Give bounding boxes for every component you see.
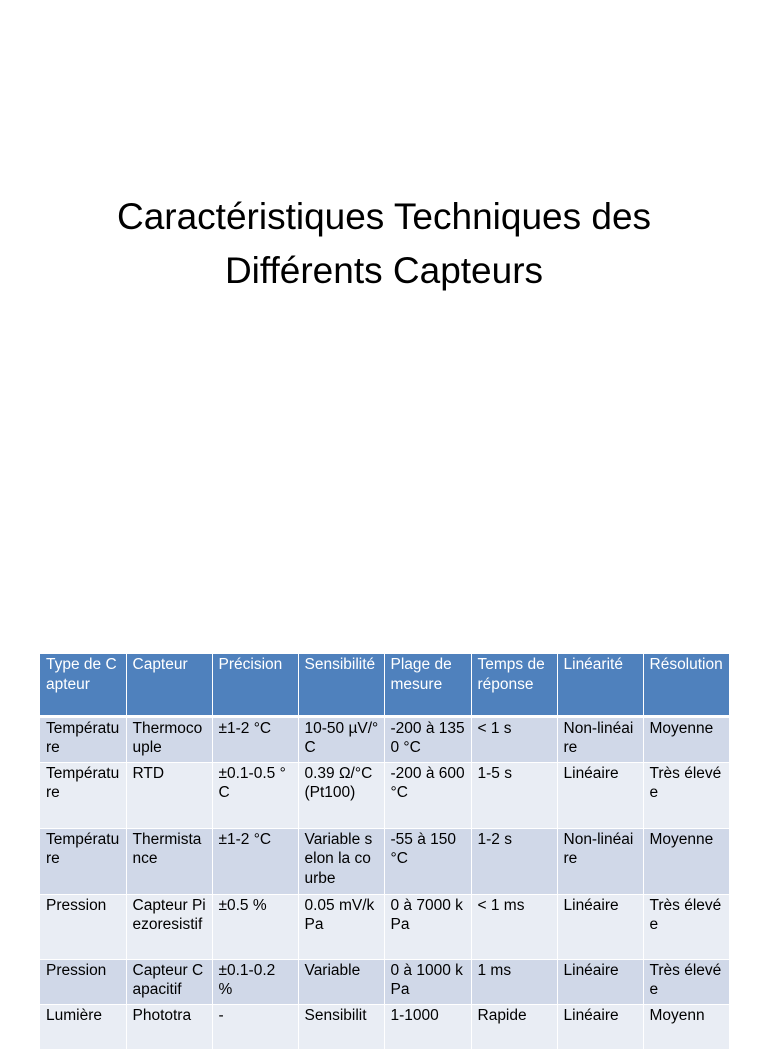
table-cell: Non-linéaire bbox=[557, 828, 643, 894]
table-cell: Pression bbox=[40, 959, 126, 1004]
table-cell: Température bbox=[40, 828, 126, 894]
table-cell: -55 à 150 °C bbox=[384, 828, 471, 894]
table-cell: 1-1000 bbox=[384, 1004, 471, 1049]
table-cell: 0 à 7000 kPa bbox=[384, 894, 471, 959]
table-cell: 0.39 Ω/°C (Pt100) bbox=[298, 762, 384, 828]
table-cell: Température bbox=[40, 716, 126, 762]
table-cell: 1-2 s bbox=[471, 828, 557, 894]
table-cell: Capteur Piezoresistif bbox=[126, 894, 212, 959]
table-cell: RTD bbox=[126, 762, 212, 828]
table-cell: Linéaire bbox=[557, 1004, 643, 1049]
table-cell: Linéaire bbox=[557, 959, 643, 1004]
table-cell: < 1 ms bbox=[471, 894, 557, 959]
header-cell-range: Plage de mesure bbox=[384, 654, 471, 716]
table-cell: ±1-2 °C bbox=[212, 716, 298, 762]
header-cell-resolution: Résolution bbox=[643, 654, 729, 716]
table-cell: Linéaire bbox=[557, 894, 643, 959]
slide-title-line-1: Caractéristiques Techniques des bbox=[116, 196, 652, 237]
table-cell: 10-50 µV/°C bbox=[298, 716, 384, 762]
table-cell: ±1-2 °C bbox=[212, 828, 298, 894]
table-cell: ±0.1-0.5 °C bbox=[212, 762, 298, 828]
table-row bbox=[40, 1004, 729, 1049]
table-cell: Moyenne bbox=[643, 716, 729, 762]
table-cell: Très élevée bbox=[643, 894, 729, 959]
table-row bbox=[40, 716, 729, 762]
slide-title-line-2: Différents Capteurs bbox=[224, 250, 544, 291]
sensor-characteristics-table bbox=[40, 654, 730, 1050]
table-cell: -200 à 1350 °C bbox=[384, 716, 471, 762]
table-cell: 1 ms bbox=[471, 959, 557, 1004]
header-cell-sensor: Capteur bbox=[126, 654, 212, 716]
table-cell: Pression bbox=[40, 894, 126, 959]
table-row bbox=[40, 762, 729, 828]
table-row bbox=[40, 894, 729, 959]
table-cell: Lumière bbox=[40, 1004, 126, 1049]
table-cell: Non-linéaire bbox=[557, 716, 643, 762]
table-cell: Moyenn bbox=[643, 1004, 729, 1049]
table-cell: Rapide bbox=[471, 1004, 557, 1049]
header-cell-type: Type de Capteur bbox=[40, 654, 126, 716]
table-cell: Très élevée bbox=[643, 762, 729, 828]
table-cell: -200 à 600 °C bbox=[384, 762, 471, 828]
table-cell: < 1 s bbox=[471, 716, 557, 762]
table-cell: Thermistance bbox=[126, 828, 212, 894]
table-cell: 0 à 1000 kPa bbox=[384, 959, 471, 1004]
table-cell: 1-5 s bbox=[471, 762, 557, 828]
table-cell: Très élevée bbox=[643, 959, 729, 1004]
table-cell: - bbox=[212, 1004, 298, 1049]
header-cell-response-time: Temps de réponse bbox=[471, 654, 557, 716]
table-header-row bbox=[40, 654, 729, 716]
table-cell: Thermocouple bbox=[126, 716, 212, 762]
table-cell: ±0.5 % bbox=[212, 894, 298, 959]
table-cell: Température bbox=[40, 762, 126, 828]
table-row bbox=[40, 828, 729, 894]
header-cell-linearity: Linéarité bbox=[557, 654, 643, 716]
table-cell: ±0.1-0.2 % bbox=[212, 959, 298, 1004]
table-cell: 0.05 mV/kPa bbox=[298, 894, 384, 959]
table-cell: Linéaire bbox=[557, 762, 643, 828]
table-cell: Phototra bbox=[126, 1004, 212, 1049]
table-cell: Sensibilit bbox=[298, 1004, 384, 1049]
table-cell: Capteur Capacitif bbox=[126, 959, 212, 1004]
table-cell: Variable bbox=[298, 959, 384, 1004]
table-cell: Moyenne bbox=[643, 828, 729, 894]
slide-title bbox=[40, 190, 728, 298]
table-cell: Variable selon la courbe bbox=[298, 828, 384, 894]
header-cell-precision: Précision bbox=[212, 654, 298, 716]
header-cell-sensitivity: Sensibilité bbox=[298, 654, 384, 716]
table-row bbox=[40, 959, 729, 1004]
